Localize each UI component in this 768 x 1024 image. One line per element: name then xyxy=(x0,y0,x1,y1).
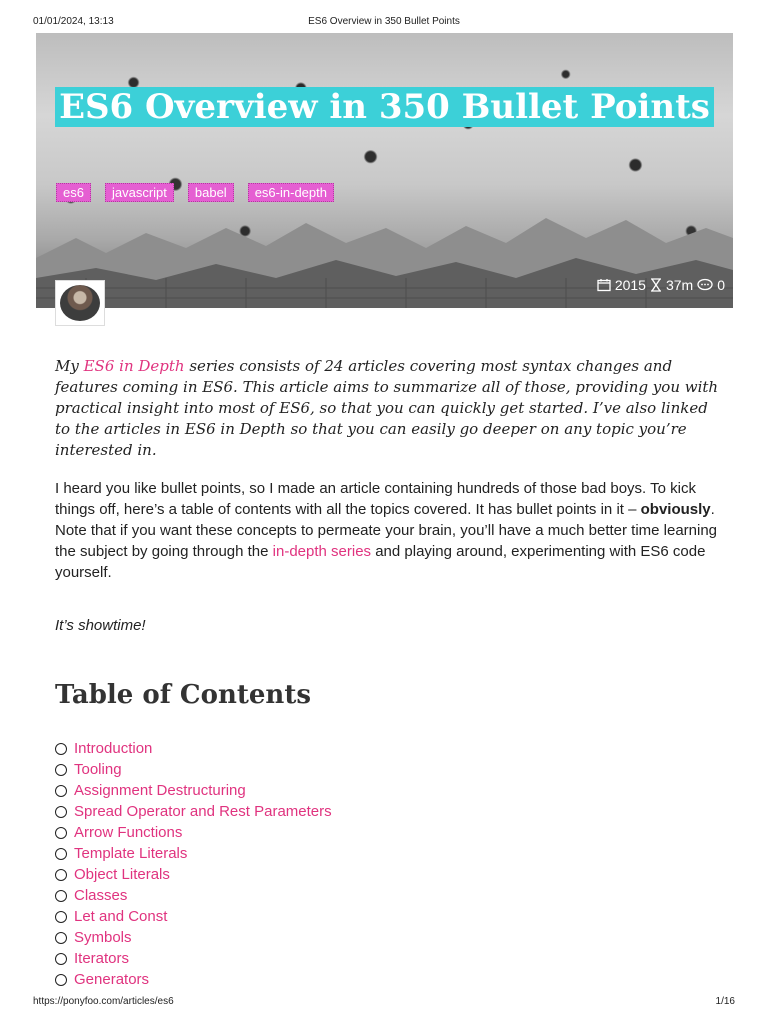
tag-es6-in-depth[interactable]: es6-in-depth xyxy=(248,183,334,202)
bullet-circle-icon xyxy=(55,953,67,965)
tag-list xyxy=(56,183,334,202)
toc-link-arrow-functions[interactable]: Arrow Functions xyxy=(74,824,183,841)
meta-year: 2015 xyxy=(614,277,646,293)
tag-javascript[interactable]: javascript xyxy=(105,183,174,202)
toc-link-classes[interactable]: Classes xyxy=(74,887,128,904)
bullet-circle-icon xyxy=(55,932,67,944)
hero-banner xyxy=(36,33,733,308)
bullet-circle-icon xyxy=(55,806,67,818)
print-page-number: 1/16 xyxy=(715,996,735,1007)
es6-in-depth-link[interactable]: ES6 in Depth xyxy=(83,357,185,375)
bullet-circle-icon xyxy=(55,848,67,860)
bullet-circle-icon xyxy=(55,869,67,881)
toc-link-symbols[interactable]: Symbols xyxy=(74,929,132,946)
toc-item xyxy=(55,759,332,780)
meta-read-time: 37m xyxy=(665,277,694,293)
intro-text-after: series consists of 24 articles covering most syntax changes and features coming in ES6. This article aims to summarize all of those, providing you with practical insight into most of ES6, so that you can quickly get started. I’ve also linked to the articles in ES6 in Depth so that you can easily go deeper on any topic you’re interested in. xyxy=(55,357,719,459)
bullet-circle-icon xyxy=(55,911,67,923)
in-depth-series-link[interactable]: in-depth series xyxy=(272,543,372,560)
toc-item xyxy=(55,801,332,822)
article-intro xyxy=(55,356,720,461)
meta-comments[interactable]: 0 xyxy=(717,277,725,293)
toc-item xyxy=(55,906,332,927)
paragraph-text-2: . Note that if you want these concepts to permeate your brain, you’ll have a much better time learning the subject by going through the xyxy=(55,501,718,560)
tag-babel[interactable]: babel xyxy=(188,183,234,202)
print-url: https://ponyfoo.com/articles/es6 xyxy=(33,996,174,1007)
comment-icon xyxy=(697,278,713,292)
toc-item xyxy=(55,738,332,759)
toc-link-let-const[interactable]: Let and Const xyxy=(74,908,168,925)
bullet-circle-icon xyxy=(55,764,67,776)
toc-link-object-literals[interactable]: Object Literals xyxy=(74,866,170,883)
toc-link-spread-rest[interactable]: Spread Operator and Rest Parameters xyxy=(74,803,332,820)
tag-es6[interactable]: es6 xyxy=(56,183,91,202)
toc-link-assignment-destructuring[interactable]: Assignment Destructuring xyxy=(74,782,246,799)
author-avatar[interactable] xyxy=(56,281,104,325)
toc-item xyxy=(55,843,332,864)
toc-item xyxy=(55,780,332,801)
bullet-circle-icon xyxy=(55,890,67,902)
print-doc-title: ES6 Overview in 350 Bullet Points xyxy=(308,16,460,27)
paragraph-text-1: I heard you like bullet points, so I made an article containing hundreds of those bad boys. To kick things off, here’s a table of contents with all the topics covered. It has bullet points in it – xyxy=(55,480,696,518)
intro-text-before: My xyxy=(55,357,84,375)
bullet-circle-icon xyxy=(55,827,67,839)
article-paragraph xyxy=(55,478,720,583)
toc-item xyxy=(55,885,332,906)
calendar-icon xyxy=(597,278,611,292)
bullet-circle-icon xyxy=(55,743,67,755)
toc-item xyxy=(55,927,332,948)
showtime-text: It’s showtime! xyxy=(55,617,146,634)
toc-link-iterators[interactable]: Iterators xyxy=(74,950,130,967)
toc-link-generators[interactable]: Generators xyxy=(74,971,150,988)
paragraph-text-3: and playing around, experimenting with ES6 code yourself. xyxy=(55,543,706,581)
print-header xyxy=(33,16,735,30)
article-meta xyxy=(597,277,725,293)
hourglass-icon xyxy=(650,278,662,292)
toc-link-tooling[interactable]: Tooling xyxy=(74,761,122,778)
bullet-circle-icon xyxy=(55,785,67,797)
avatar-image xyxy=(60,285,100,321)
paragraph-bold: obviously xyxy=(640,501,711,518)
toc-item xyxy=(55,822,332,843)
toc-heading: Table of Contents xyxy=(55,680,311,710)
print-datetime: 01/01/2024, 13:13 xyxy=(33,16,114,27)
toc-item xyxy=(55,948,332,969)
toc-item xyxy=(55,864,332,885)
toc-item xyxy=(55,969,332,990)
toc-link-template-literals[interactable]: Template Literals xyxy=(74,845,188,862)
toc-link-introduction[interactable]: Introduction xyxy=(74,740,153,757)
bullet-circle-icon xyxy=(55,974,67,986)
table-of-contents xyxy=(55,738,332,990)
print-footer xyxy=(33,996,735,1010)
article-title: ES6 Overview in 350 Bullet Points xyxy=(36,84,733,130)
